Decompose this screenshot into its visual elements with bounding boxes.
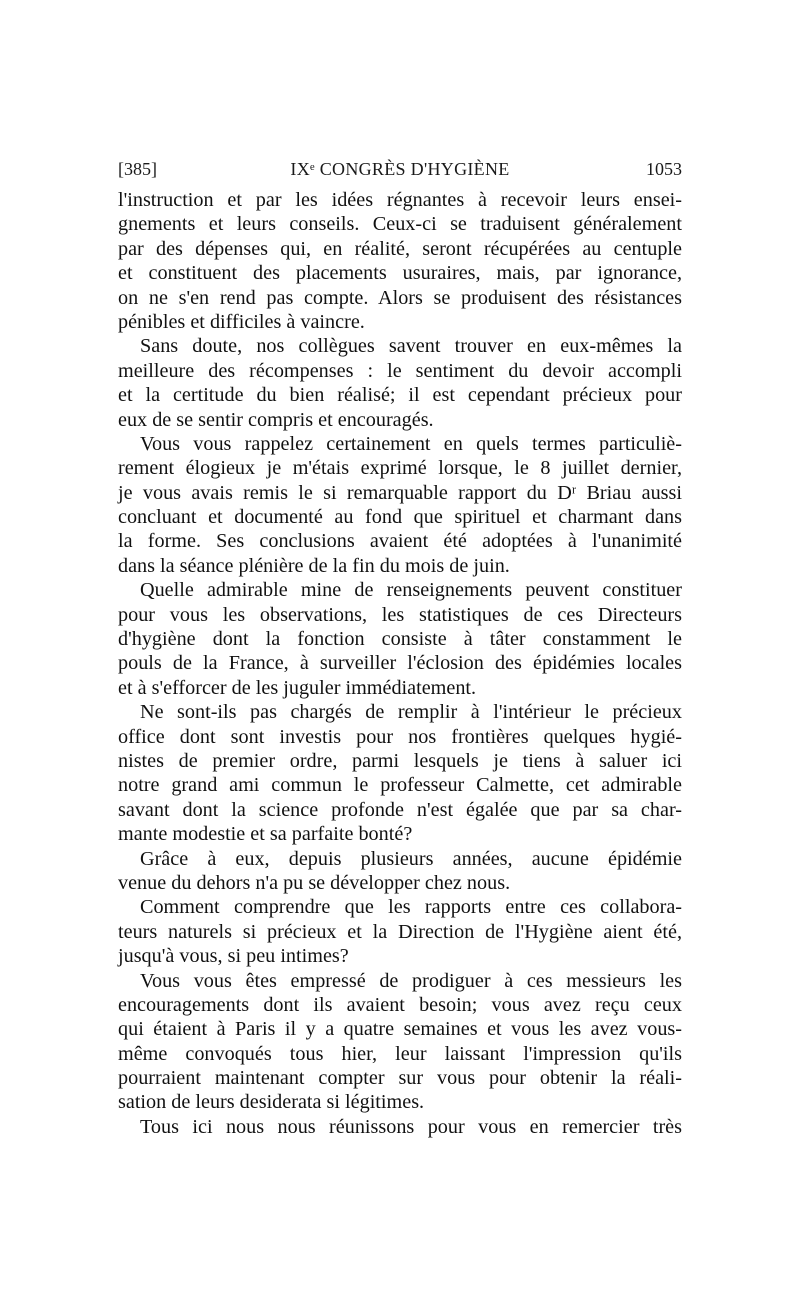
page-reference: [385] — [118, 159, 157, 179]
text-line: on ne s'en rend pas compte. Alors se produisent des résistances — [118, 286, 682, 309]
text-line: dans la séance plénière de la fin du mois de juin. — [118, 554, 510, 577]
text-line: par des dépenses qui, en réalité, seront récupérées au centuple — [118, 237, 682, 260]
text-line: jusqu'à vous, si peu intimes? — [118, 945, 349, 968]
text-line: pouls de la France, à surveiller l'éclosion des épidémies locales — [118, 652, 682, 675]
text-line: concluant et documenté au fond que spirituel et charmant dans — [118, 506, 682, 529]
page-number: 1053 — [646, 159, 682, 179]
paragraph-start-line: Sans doute, nos collègues savent trouver en eux-mêmes la — [140, 335, 682, 358]
paragraph-start-line: Vous vous rappelez certainement en quels termes particuliè- — [140, 432, 682, 455]
text-line: et constituent des placements usuraires, mais, par ignorance, — [118, 262, 682, 285]
text-line: savant dont la science profonde n'est égalée que par sa char- — [118, 798, 682, 821]
text-line: venue du dehors n'a pu se développer chez nous. — [118, 871, 511, 894]
text-line: sation de leurs desiderata si légitimes. — [118, 1091, 425, 1114]
text-line: d'hygiène dont la fonction consiste à tâter constamment le — [118, 628, 682, 651]
text-line: même convoqués tous hier, leur laissant l'impression qu'ils — [118, 1042, 682, 1065]
text-line: eux de se sentir compris et encouragés. — [118, 408, 434, 431]
running-head — [118, 157, 682, 181]
text-line: teurs naturels si précieux et la Direction de l'Hygiène aient été, — [118, 920, 682, 943]
text-line: je vous avais remis le si remarquable rapport du Dʳ Briau aussi — [118, 481, 682, 504]
paragraph-start-line: Grâce à eux, depuis plusieurs années, aucune épidémie — [140, 847, 682, 870]
text-line: l'instruction et par les idées régnantes à recevoir leurs ensei- — [118, 189, 682, 211]
body-text — [118, 188, 682, 1139]
text-line: office dont sont investis pour nos frontières quelques hygié- — [118, 725, 682, 748]
paragraph-start-line: Comment comprendre que les rapports entre ces collabora- — [140, 896, 682, 919]
text-line: qui étaient à Paris il y a quatre semaines et vous les avez vous- — [118, 1018, 682, 1041]
paragraph-start-line: Quelle admirable mine de renseignements peuvent constituer — [140, 579, 682, 602]
text-line: et la certitude du bien réalisé; il est cependant précieux pour — [118, 384, 682, 407]
text-line: pénibles et difficiles à vaincre. — [118, 310, 365, 333]
paragraph-start-line: Vous vous êtes empressé de prodiguer à ces messieurs les — [140, 969, 682, 992]
paragraph-start-line: Tous ici nous nous réunissons pour vous en remercier très — [140, 1115, 682, 1138]
text-line: pourraient maintenant compter sur vous pour obtenir la réali- — [118, 1067, 682, 1090]
running-title: IXᵉ CONGRÈS D'HYGIÈNE — [290, 159, 510, 179]
text-line: nistes de premier ordre, parmi lesquels je tiens à saluer ici — [118, 749, 682, 772]
paragraph-start-line: Ne sont-ils pas chargés de remplir à l'intérieur le précieux — [140, 701, 682, 724]
text-line: pour vous les observations, les statistiques de ces Directeurs — [118, 603, 682, 626]
text-line: rement élogieux je m'étais exprimé lorsque, le 8 juillet dernier, — [118, 457, 682, 480]
text-line: la forme. Ses conclusions avaient été adoptées à l'unanimité — [118, 530, 682, 553]
text-line: gnements et leurs conseils. Ceux-ci se traduisent généralement — [118, 213, 682, 236]
text-line: et à s'efforcer de les juguler immédiatement. — [118, 676, 477, 699]
text-line: notre grand ami commun le professeur Calmette, cet admirable — [118, 774, 682, 797]
text-line: meilleure des récompenses : le sentiment du devoir accompli — [118, 359, 682, 382]
text-line: mante modestie et sa parfaite bonté? — [118, 823, 413, 846]
text-line: encouragements dont ils avaient besoin; vous avez reçu ceux — [118, 993, 682, 1016]
